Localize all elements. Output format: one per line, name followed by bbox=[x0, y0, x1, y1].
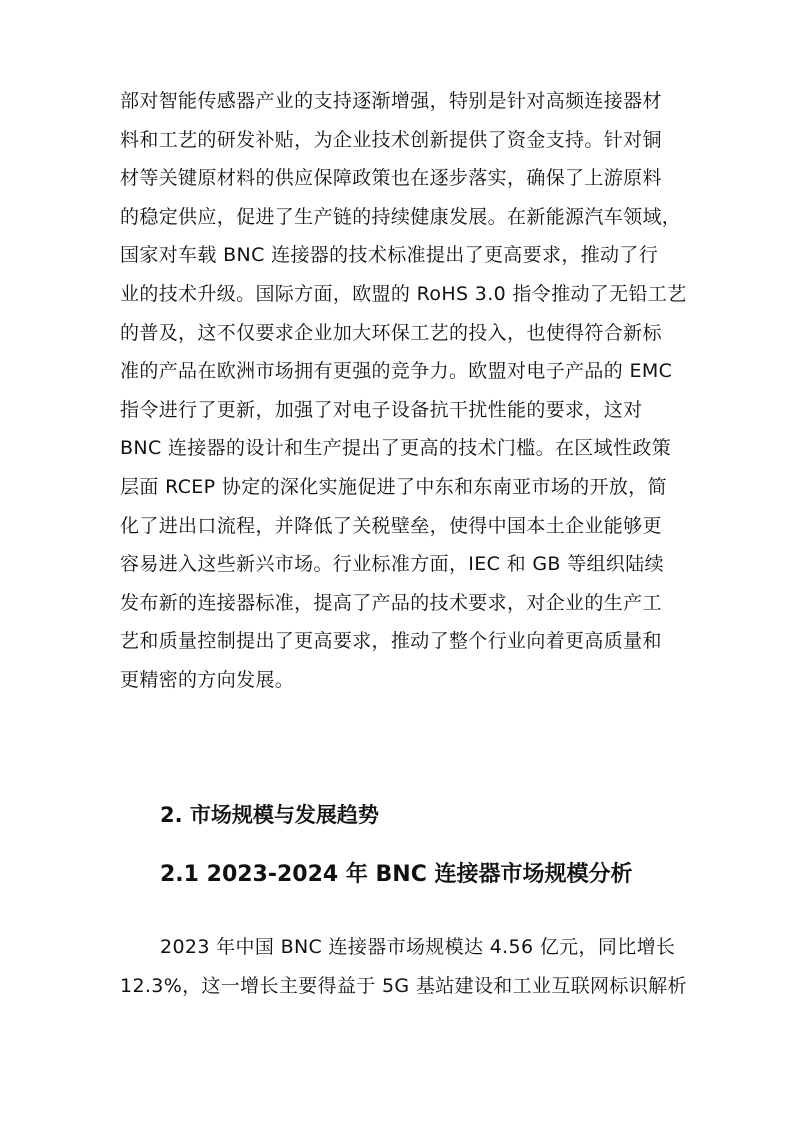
paragraph-line: 化了进出口流程，并降低了关税壁垒，使得中国本土企业能够更 bbox=[120, 514, 662, 537]
paragraph-line: 层面 RCEP 协定的深化实施促进了中东和东南亚市场的开放，简 bbox=[120, 475, 667, 498]
paragraph-line: 国家对车载 BNC 连接器的技术标准提出了更高要求，推动了行 bbox=[120, 244, 659, 267]
body-paragraph bbox=[120, 82, 687, 700]
paragraph-line: 的普及，这不仅要求企业加大环保工艺的投入，也使得符合新标 bbox=[120, 321, 662, 344]
paragraph-line: 指令进行了更新，加强了对电子设备抗干扰性能的要求，这对 bbox=[120, 398, 643, 421]
paragraph-line: 容易进入这些新兴市场。行业标准方面，IEC 和 GB 等组织陆续 bbox=[120, 553, 664, 576]
paragraph-line: 更精密的方向发展。 bbox=[120, 668, 295, 691]
paragraph-line: BNC 连接器的设计和生产提出了更高的技术门槛。在区域性政策 bbox=[120, 437, 672, 460]
subsection-heading: 2.1 2023-2024 年 BNC 连接器市场规模分析 bbox=[160, 862, 633, 887]
paragraph-line: 部对智能传感器产业的支持逐渐增强，特别是针对高频连接器材 bbox=[120, 90, 662, 112]
body-paragraph-2 bbox=[120, 928, 687, 1005]
paragraph-line: 12.3%，这一增长主要得益于 5G 基站建设和工业互联网标识解析 bbox=[120, 974, 687, 997]
paragraph-line: 艺和质量控制提出了更高要求，推动了整个行业向着更高质量和 bbox=[120, 630, 662, 653]
paragraph-line: 材等关键原材料的供应保障政策也在逐步落实，确保了上游原料 bbox=[120, 167, 662, 190]
paragraph-line: 的稳定供应，促进了生产链的持续健康发展。在新能源汽车领域， bbox=[120, 205, 682, 228]
section-heading: 2. 市场规模与发展趋势 bbox=[160, 803, 379, 827]
paragraph-line: 2023 年中国 BNC 连接器市场规模达 4.56 亿元，同比增长 bbox=[160, 936, 676, 958]
paragraph-line: 业的技术升级。国际方面，欧盟的 RoHS 3.0 指令推动了无铅工艺 bbox=[120, 282, 687, 305]
paragraph-line: 准的产品在欧洲市场拥有更强的竞争力。欧盟对电子产品的 EMC bbox=[120, 360, 673, 383]
paragraph-line: 发布新的连接器标准，提高了产品的技术要求，对企业的生产工 bbox=[120, 591, 662, 614]
paragraph-line: 料和工艺的研发补贴，为企业技术创新提供了资金支持。针对铜 bbox=[120, 128, 662, 151]
